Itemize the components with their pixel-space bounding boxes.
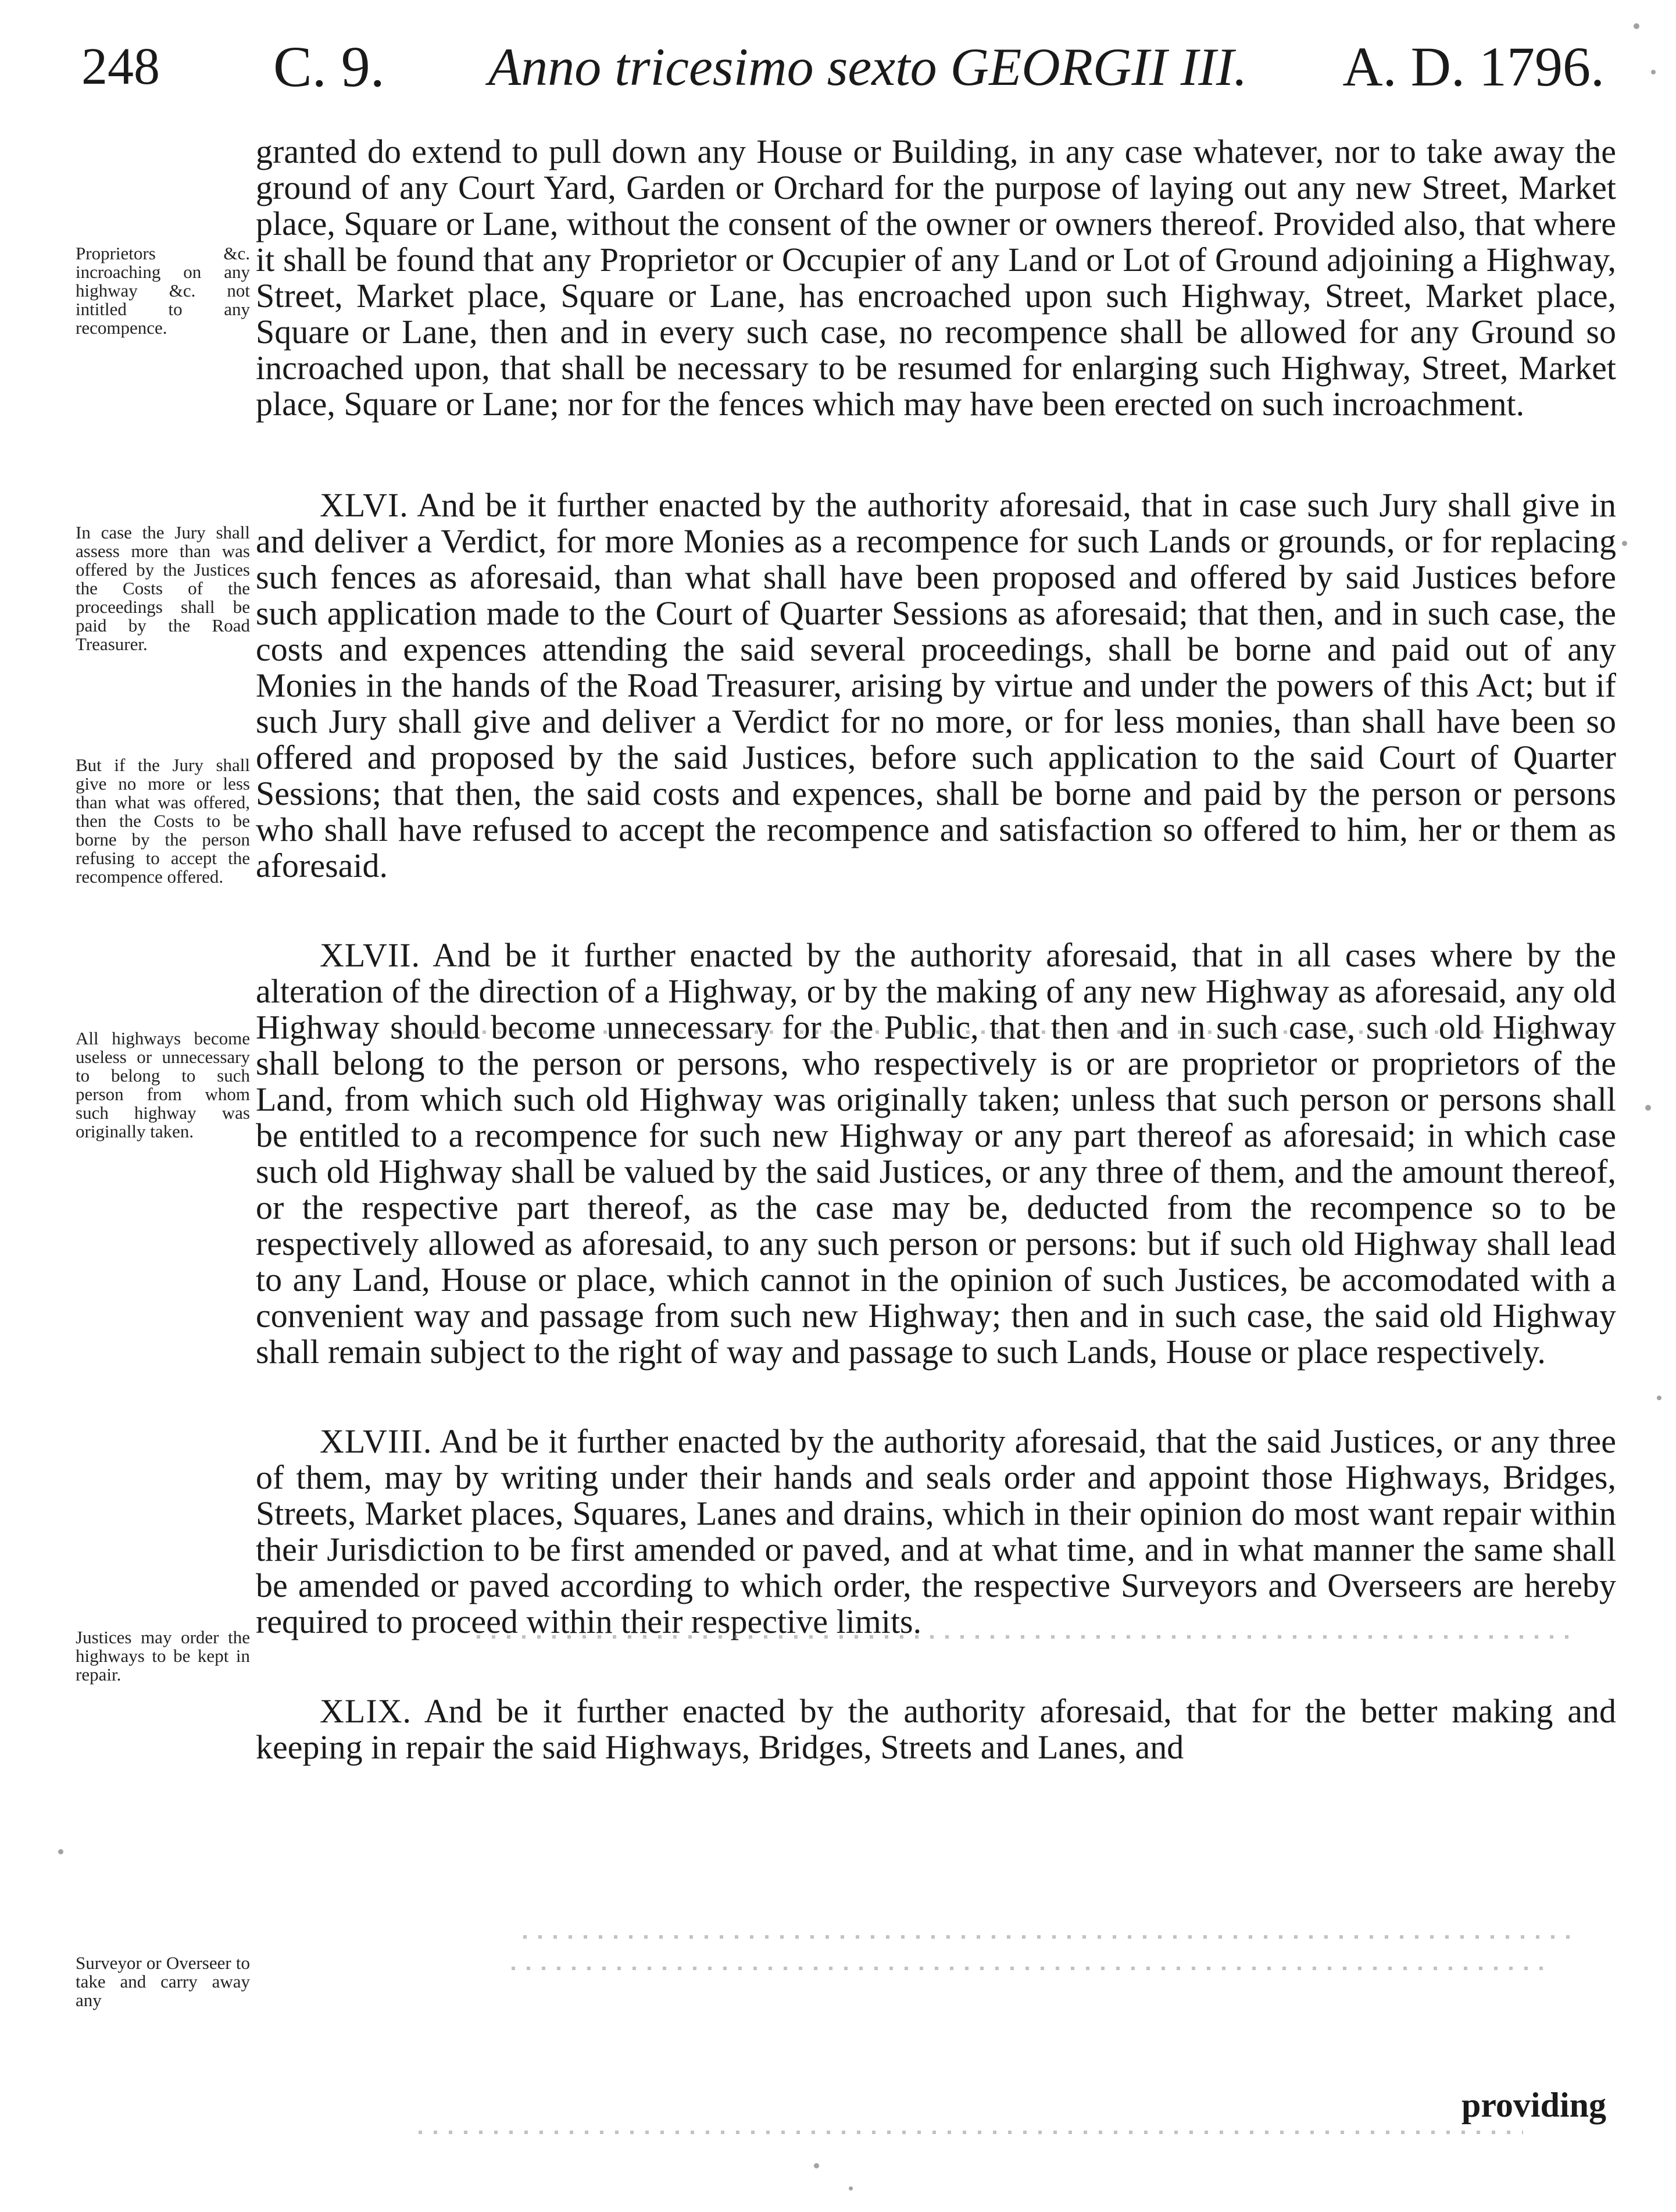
body-text bbox=[256, 134, 1616, 1765]
margin-note: All highways become useless or unnecessary to belong to such person from whom such highway was originally taken. bbox=[76, 1028, 250, 1141]
scan-speck bbox=[58, 1849, 63, 1854]
section-number: XLVIII. bbox=[320, 1422, 433, 1460]
paragraph-continued bbox=[256, 134, 1616, 422]
scan-noise bbox=[477, 1635, 1570, 1639]
section-number: XLVII. bbox=[320, 936, 421, 974]
section-xlvi bbox=[256, 487, 1616, 884]
section-number: XLVI. bbox=[320, 486, 409, 524]
catchword: providing bbox=[1461, 2086, 1606, 2124]
section-xlviii bbox=[256, 1423, 1616, 1640]
scan-speck bbox=[1622, 541, 1627, 546]
margin-note: Surveyor or Overseer to take and carry away any bbox=[76, 1953, 250, 2010]
scan-speck bbox=[1634, 23, 1639, 29]
running-header bbox=[81, 23, 1604, 110]
chapter-number: C. 9. bbox=[273, 34, 385, 99]
paragraph-text: granted do extend to pull down any House or Building, in any case whatever, nor to take away the ground of any Court Yard, Garden or Orchard for the purpose of laying out any new Street, Market place, Square or Lane, without the consent of the owner or owners thereof. Provided also, that where it shall be found that any Proprietor or Occupier of any Land or Lot of Ground adjoining a Highway, Street, Market place, Square or Lane, has encroached upon such Highway, Street, Market place, Square or Lane, then and in every such case, no recompence shall be allowed for any Ground so incroached upon, that shall be necessary to be resumed for enlarging such Highway, Street, Market place, Square or Lane; nor for the fences which may have been erected on such incroachment. bbox=[256, 133, 1616, 423]
scan-speck bbox=[1657, 1396, 1661, 1400]
scan-speck bbox=[849, 2186, 853, 2190]
paragraph-text: And be it further enacted by the authority aforesaid, that in all cases where by the alteration of the direction of a Highway, or by the making of any new Highway as aforesaid, any old Highway should become unnecessary for the Public, that then and in such case, such old Highway shall belong to the person or persons, who respectively is or are proprietor or proprietors of the Land, from which such old Highway was originally taken; unless that such person or persons shall be entitled to a recompence for such new Highway or any part thereof as aforesaid; in which case such old Highway shall be valued by the said Justices, or any three of them, and the amount thereof, or the respective part thereof, as the case may be, deducted from the recompence so to be respectively allowed as aforesaid, to any such person or persons: but if such old Highway shall lead to any Land, House or place, which cannot in the opinion of such Justices, be accomodated with a convenient way and passage from such new Highway; then and in such case, the said old Highway shall remain subject to the right of way and passage to such Lands, House or place respectively. bbox=[256, 936, 1616, 1371]
scan-speck bbox=[1651, 70, 1656, 74]
scan-noise bbox=[419, 2131, 1523, 2134]
section-xlvii bbox=[256, 937, 1616, 1370]
margin-note: Proprietors &c. incroaching on any highway &c. not intitled to any recompence. bbox=[76, 243, 250, 338]
section-number: XLIX. bbox=[320, 1692, 412, 1730]
paragraph-text: And be it further enacted by the authority aforesaid, that in case such Jury shall give in and deliver a Verdict, for more Monies as a recompence for such Lands or grounds, or for replacing such fences as aforesaid, than what shall have been proposed and offered by said Justices before such application made to the Court of Quarter Sessions as aforesaid; that then, and in such case, the costs and expences attending the said several proceedings, shall be borne and paid out of any Monies in the hands of the Road Treasurer, arising by virtue and under the powers of this Act; but if such Jury shall give and deliver a Verdict for no more, or for less monies, than shall have been so offered and proposed by the said Justices, before such application to the said Court of Quarter Sessions; that then, the said costs and expences, shall be borne and paid by the person or persons who shall have refused to accept the recompence and satisfaction so offered to him, her or them as aforesaid. bbox=[256, 486, 1616, 884]
margin-note: But if the Jury shall give no more or less than what was offered, then the Costs to be borne by the person refusing to accept the recompence offered. bbox=[76, 755, 250, 887]
scan-noise bbox=[407, 1030, 1558, 1034]
paragraph-text: And be it further enacted by the authority aforesaid, that for the better making and keeping in repair the said Highways, Bridges, Streets and Lanes, and bbox=[256, 1692, 1616, 1766]
regnal-title: Anno tricesimo sexto GEORGII III. bbox=[488, 37, 1248, 97]
scan-speck bbox=[814, 2163, 819, 2168]
year-label: A. D. 1796. bbox=[1342, 35, 1604, 98]
section-xlix bbox=[256, 1693, 1616, 1765]
paragraph-text: And be it further enacted by the authority aforesaid, that the said Justices, or any three of them, may by writing under their hands and seals order and appoint those Highways, Bridges, Streets, Market places, Squares, Lanes and drains, which in their opinion do most want repair within their Jurisdiction to be first amended or paved, and at what time, and in what manner the same shall be amended or paved according to which order, the respective Surveyors and Overseers are hereby required to proceed within their respective limits. bbox=[256, 1422, 1616, 1640]
scan-speck bbox=[1645, 1105, 1651, 1111]
page-number: 248 bbox=[81, 38, 160, 95]
margin-note: Justices may order the highways to be kept in repair. bbox=[76, 1627, 250, 1685]
scan-noise bbox=[523, 1935, 1570, 1939]
margin-note: In case the Jury shall assess more than was offered by the Justices the Costs of the proceedings shall be paid by the Road Treasurer. bbox=[76, 522, 250, 654]
scan-noise bbox=[512, 1967, 1546, 1970]
